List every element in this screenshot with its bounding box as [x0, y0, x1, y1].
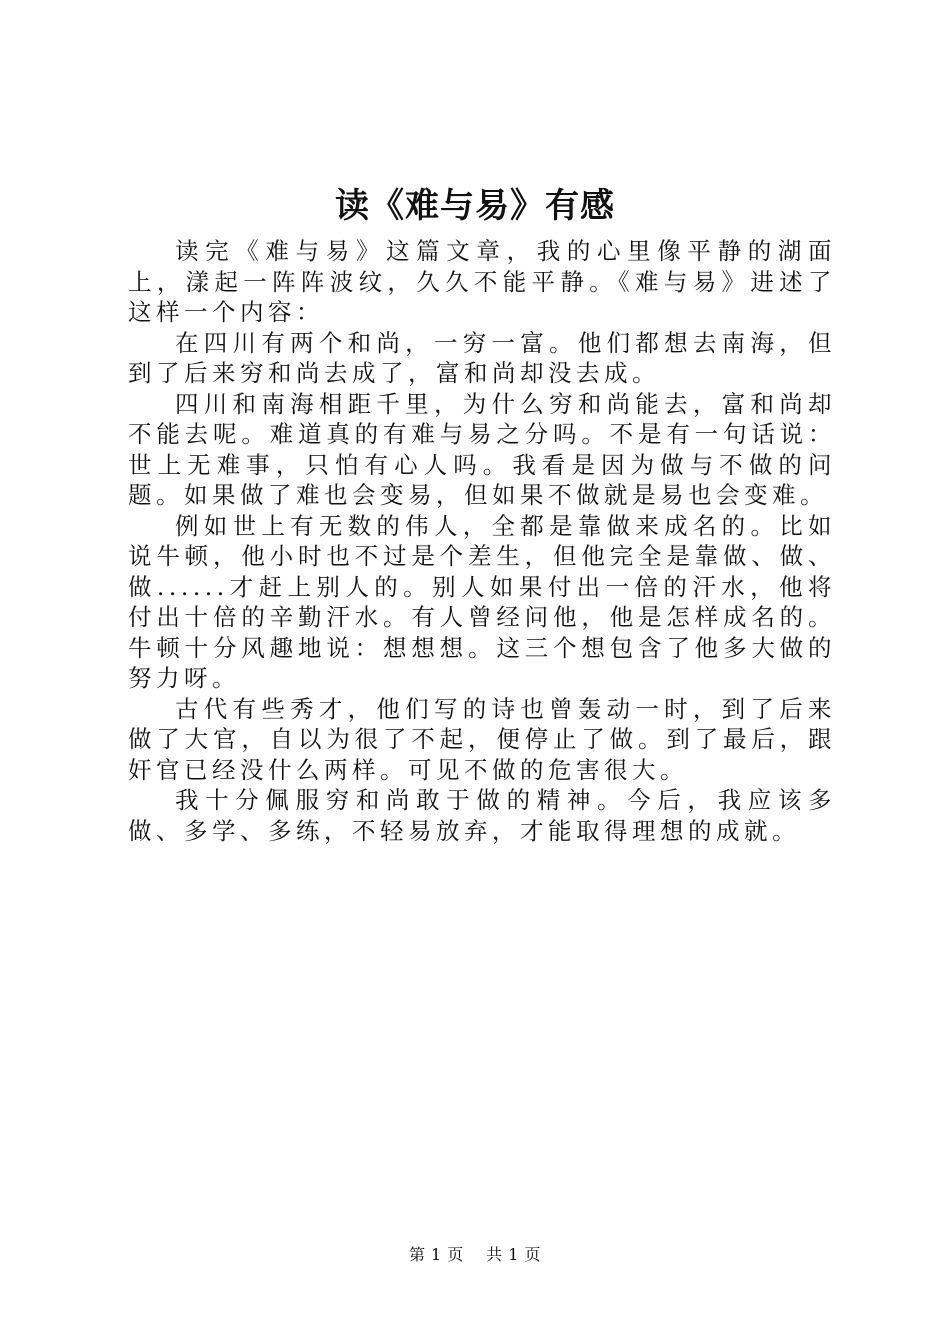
footer-separator	[469, 1245, 480, 1264]
paragraph-1: 读完《难与易》这篇文章，我的心里像平静的湖面上，漾起一阵阵波纹，久久不能平静。《难与易》进述了这样一个内容：	[128, 237, 836, 326]
document-title: 读《难与易》有感	[335, 186, 615, 226]
page-number: 第 1 页	[408, 1245, 464, 1264]
paragraph-4: 例如世上有无数的伟人，全都是靠做来成名的。比如说牛顿，他小时也不过是个差生，但他完全是靠做、做、做......才赶上别人的。别人如果付出一倍的汗水，他将付出十倍的辛勤汗水。有人曾经问他，他是怎样成名的。牛顿十分风趣地说：想想想。这三个想包含了他多大做的努力呀。	[128, 511, 836, 692]
paragraph-3: 四川和南海相距千里，为什么穷和尚能去，富和尚却不能去呢。难道真的有难与易之分吗。不是有一句话说：世上无难事，只怕有心人吗。我看是因为做与不做的问题。如果做了难也会变易，但如果不做就是易也会变难。	[128, 389, 836, 509]
paragraph-2: 在四川有两个和尚，一穷一富。他们都想去南海，但到了后来穷和尚去成了，富和尚却没去成。	[128, 328, 836, 387]
page-footer	[0, 1244, 950, 1266]
page-total: 共 1 页	[486, 1245, 542, 1264]
paragraph-6: 我十分佩服穷和尚敢于做的精神。今后，我应该多做、多学、多练，不轻易放弃，才能取得理想的成就。	[128, 786, 836, 845]
document-body	[128, 236, 836, 846]
paragraph-5: 古代有些秀才，他们写的诗也曾轰动一时，到了后来做了大官，自以为很了不起，便停止了做。到了最后，跟奸官已经没什么两样。可见不做的危害很大。	[128, 694, 836, 784]
